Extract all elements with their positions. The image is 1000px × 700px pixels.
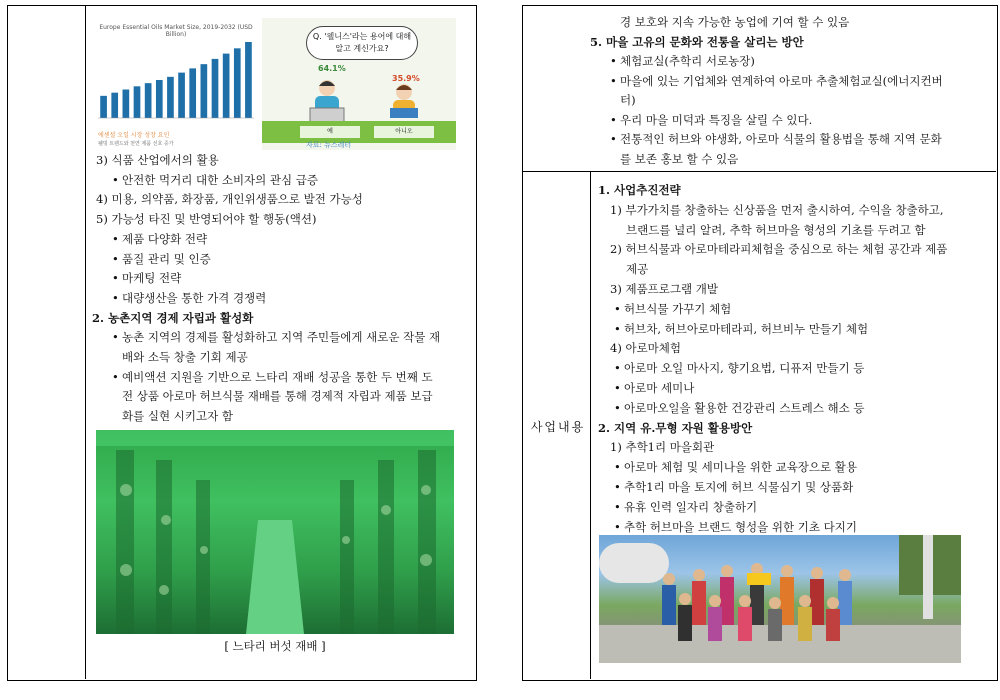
text-line: • 추학 허브마을 브랜드 형성을 위한 기초 다지기 — [624, 519, 857, 536]
chart-bar — [167, 77, 174, 118]
text-line: 2) 허브식물과 아로마테라피체험을 중심으로 하는 체험 공간과 제품 — [610, 242, 948, 257]
person-book-illustration — [384, 82, 424, 124]
text-line: 를 보존 홍보 할 수 있음 — [620, 151, 739, 166]
text-line: • 허브식물 가꾸기 체험 — [624, 301, 731, 318]
chart-bar — [100, 96, 107, 118]
chart-caption-title: 에센셜 오일 시장 성장 요인 — [98, 132, 170, 139]
text-line: 경 보호와 지속 가능한 농업에 기여 할 수 있음 — [620, 15, 850, 29]
text-line: • 예비액션 지원을 기반으로 느타리 재배 성공을 통한 두 번째 도 — [122, 369, 433, 386]
text-line: • 대량생산을 통한 가격 경쟁력 — [122, 290, 266, 307]
survey-no-percent: 35.9% — [392, 74, 420, 83]
text-line: • 전통적인 허브와 야생화, 아로마 식물의 활용법을 통해 지역 문화 — [620, 131, 942, 148]
text-line: 1) 추학1리 마을회관 — [610, 440, 715, 455]
text-line: • 안전한 먹거리 대한 소비자의 관심 급증 — [122, 172, 318, 189]
text-line: • 마을에 있는 기업체와 연계하여 아로마 추출체험교실(에너지컨버 — [620, 73, 943, 90]
text-line: • 우리 마을 미덕과 특징을 살릴 수 있다. — [620, 112, 812, 129]
text-line: • 제품 다양화 전략 — [122, 231, 207, 248]
text-line: • 아로마 세미나 — [624, 380, 694, 397]
text-line: 3) 식품 산업에서의 활용 — [96, 153, 219, 167]
chart-bar — [212, 59, 219, 118]
text-line: • 품질 관리 및 인증 — [122, 251, 211, 268]
chart-bar — [134, 86, 141, 118]
text-line: • 마케팅 전략 — [122, 270, 181, 287]
text-line: 5. 마을 고유의 문화와 전통을 살리는 방안 — [590, 34, 804, 49]
text-line: 4) 미용, 의약품, 화장품, 개인위생품으로 발전 가능성 — [96, 192, 363, 207]
chart-bar — [156, 80, 163, 118]
person-laptop-illustration — [302, 78, 352, 124]
text-line: • 체험교실(추학리 서로농장) — [620, 53, 755, 70]
survey-yes-percent: 64.1% — [318, 64, 346, 73]
text-line: 전 상품 아로마 허브식물 재배를 통해 경제적 자립과 제품 보급 — [122, 389, 433, 404]
left-page — [0, 0, 478, 700]
survey-source: 자료: 뉴스레터 — [306, 141, 352, 149]
text-line: • 추학1리 마을 토지에 허브 식물심기 및 상품화 — [624, 479, 853, 496]
chart-bar — [245, 42, 252, 118]
infographic — [90, 18, 456, 150]
chart-bar — [223, 54, 230, 118]
right-column-divider — [590, 171, 591, 679]
market-bar-chart — [90, 34, 262, 126]
text-line: 4) 아로마체험 — [610, 341, 682, 356]
business-content-label: 사업내용 — [530, 420, 586, 434]
survey-yes-label: 예 — [300, 126, 360, 138]
chart-bar — [123, 90, 130, 119]
survey-no-label: 아니오 — [374, 126, 434, 138]
left-label-column — [7, 5, 86, 679]
chart-caption-body: 웰빙 트렌드와 천연 제품 선호 증가 — [98, 141, 174, 147]
chart-bar — [234, 48, 241, 118]
chart-bar — [189, 68, 196, 118]
mushroom-shelves-drawing — [96, 430, 454, 634]
text-line: 2. 지역 유.무형 자원 활용방안 — [598, 420, 753, 435]
group-photo-drawing — [599, 535, 961, 663]
villagers-group-photo — [599, 535, 961, 663]
text-line: 화를 실현 시키고자 함 — [122, 409, 233, 424]
text-line: • 아로마오일을 활용한 건강관리 스트레스 해소 등 — [624, 400, 864, 417]
text-line: 5) 가능성 타진 및 반영되어야 할 행동(액션) — [96, 212, 317, 227]
chart-bar — [111, 93, 118, 118]
chart-bar — [201, 64, 208, 118]
market-chart-panel — [90, 18, 262, 150]
text-line: 제공 — [626, 262, 649, 277]
text-line: 2. 농촌지역 경제 자립과 활성화 — [92, 310, 254, 325]
text-line: 터) — [620, 93, 636, 107]
survey-question-line2: 알고 계신가요? — [335, 44, 389, 53]
text-line: 브랜드를 널리 알려, 추학 허브마을 형성의 기초를 두려고 함 — [626, 222, 926, 237]
wellness-survey-panel — [262, 18, 456, 150]
chart-bar — [178, 73, 185, 118]
text-line: 3) 제품프로그램 개발 — [610, 282, 718, 296]
text-line: • 농촌 지역의 경제를 활성화하고 지역 주민들에게 새로운 작물 재 — [122, 329, 440, 346]
survey-question-line1: Q. '웰니스'라는 용어에 대해 — [312, 32, 412, 41]
chart-title: Europe Essential Oils Market Size, 2019-2032 (USD Billion) — [99, 24, 253, 38]
text-line: • 아로마 체험 및 세미나을 위한 교육장으로 활용 — [624, 459, 857, 476]
chart-bar — [145, 83, 152, 118]
text-line: • 허브차, 허브아로마테라피, 허브비누 만들기 체험 — [624, 321, 868, 338]
mushroom-cultivation-photo — [96, 430, 454, 634]
text-line: • 유휴 인력 일자리 창출하기 — [624, 499, 757, 516]
text-line: 1. 사업추진전략 — [598, 183, 681, 197]
right-row-divider — [522, 171, 996, 172]
survey-question — [306, 26, 418, 60]
text-line: 1) 부가가치를 창출하는 신상품을 먼저 출시하여, 수익을 창출하고, — [610, 202, 944, 217]
text-line: • 아로마 오일 마사지, 향기요법, 디퓨저 만들기 등 — [624, 360, 864, 377]
photo-caption: [ 느타리 버섯 재배 ] — [224, 639, 326, 653]
text-line: 배와 소득 창출 기회 제공 — [122, 350, 248, 364]
